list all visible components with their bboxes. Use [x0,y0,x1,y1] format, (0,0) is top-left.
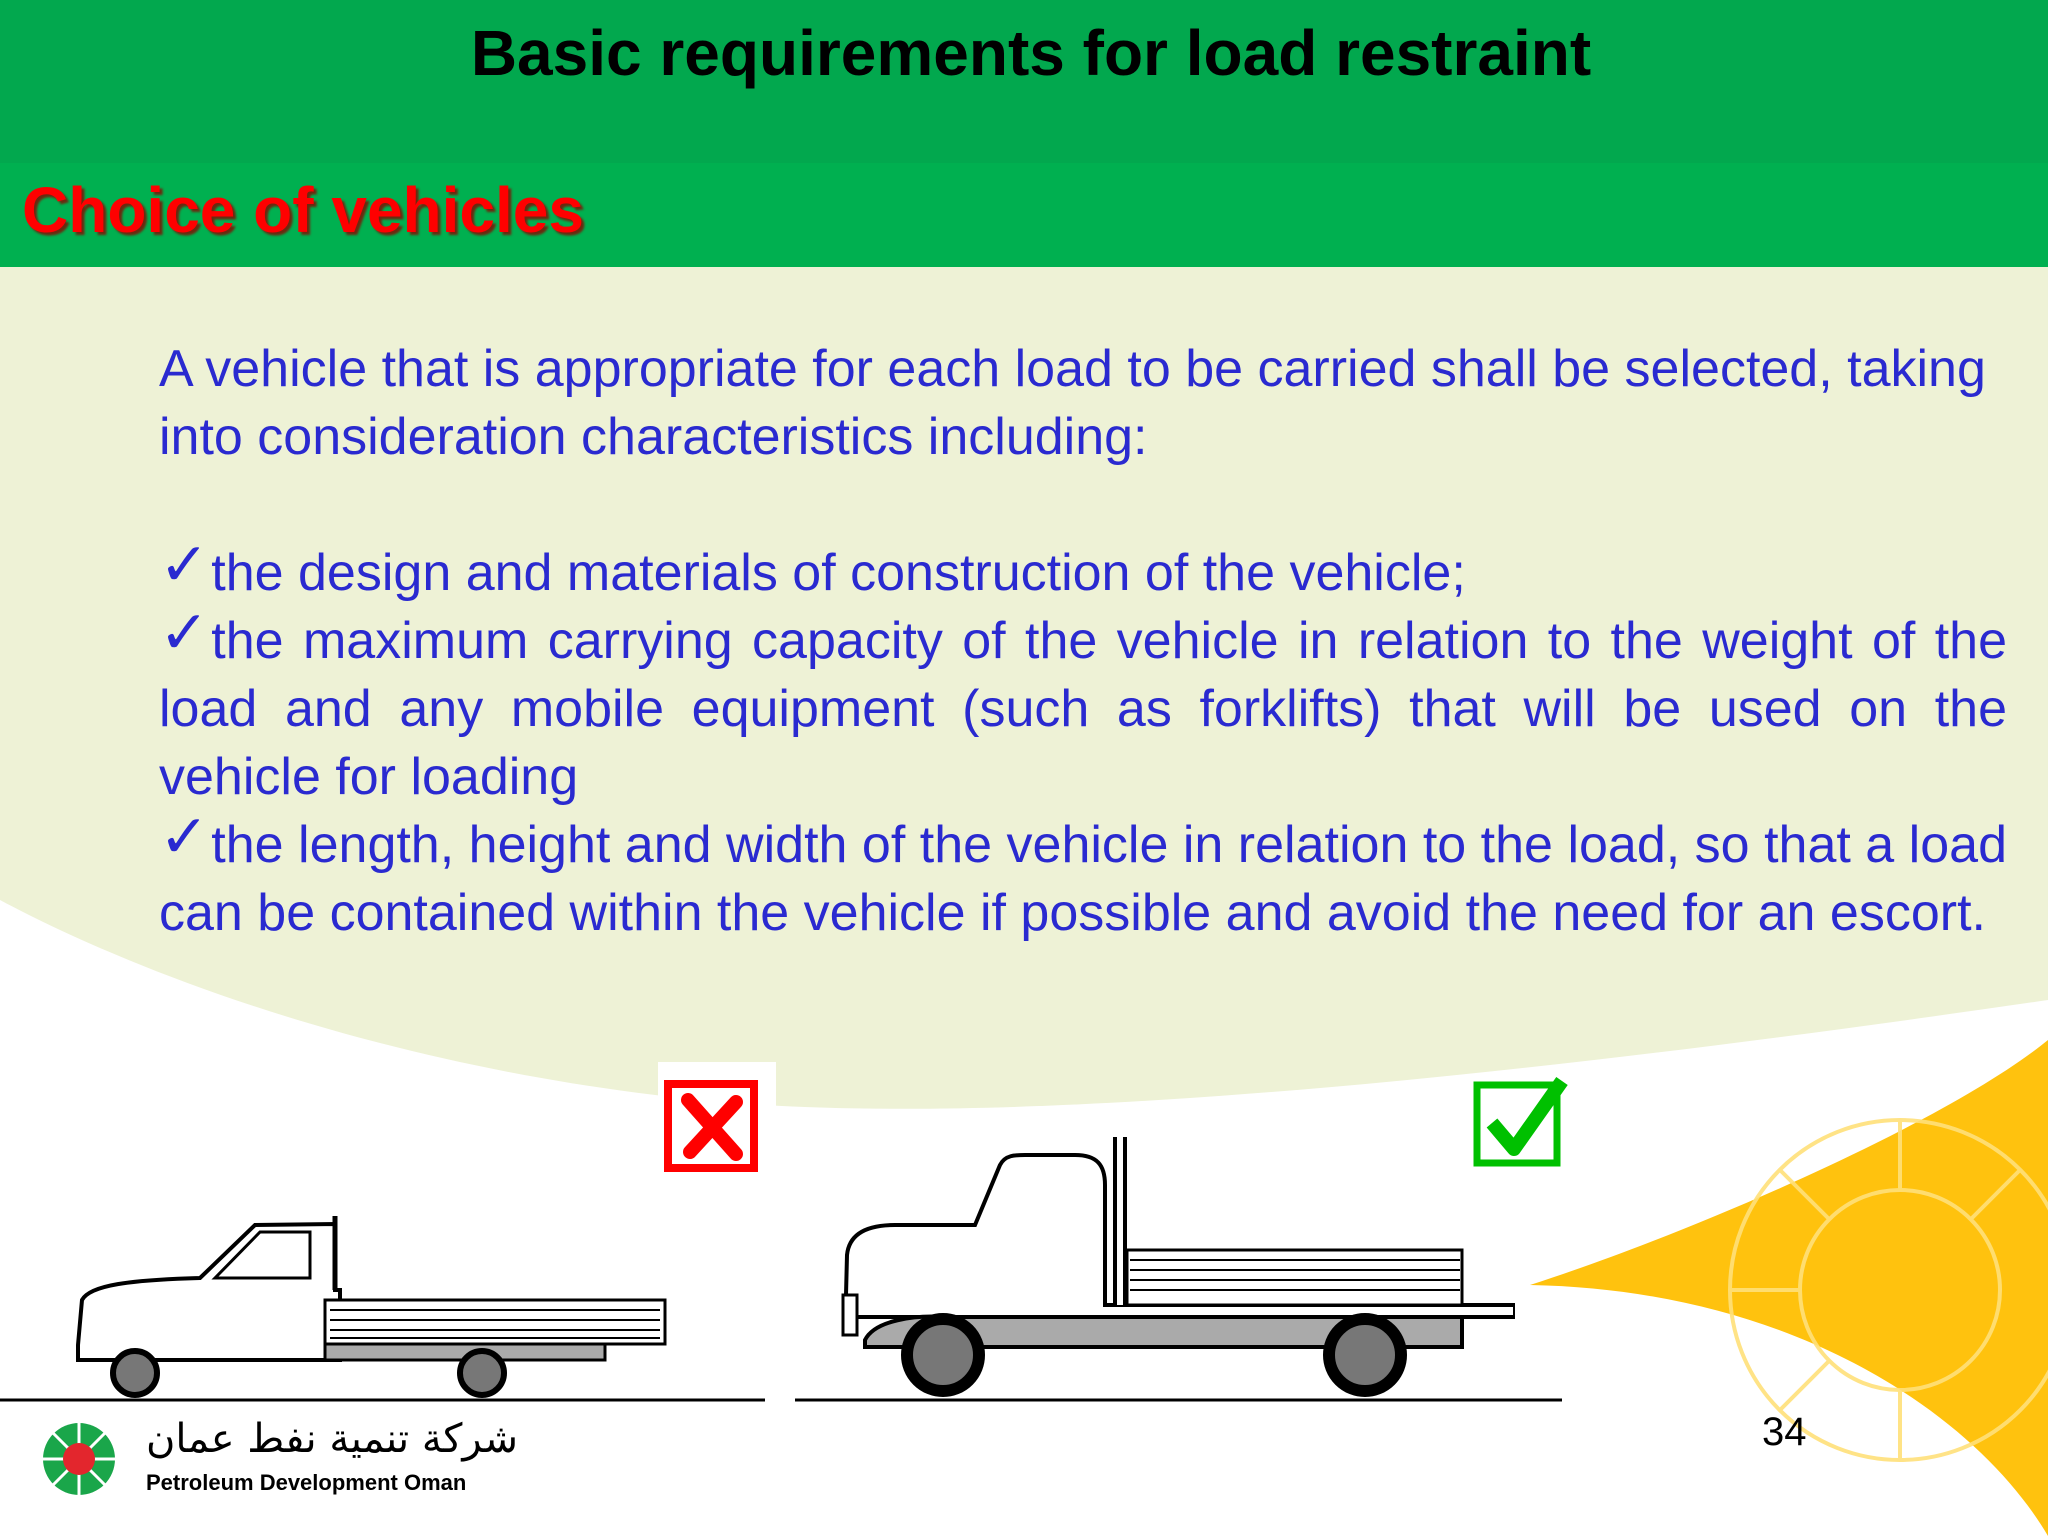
intro-paragraph: A vehicle that is appropriate for each load to be carried shall be selected, taking into consideration characteristics including: [159,340,1986,466]
bullet-text: the maximum carrying capacity of the vehicle in relation to the weight of the load and any mobile equipment (such as forklifts) that will be used on the vehicle for loading [159,612,2007,806]
body-text [159,335,2007,947]
bullet-item [159,803,2007,947]
section-bar [0,163,2048,267]
checkmark-icon: ✓ [159,531,210,598]
title-bar [0,0,2048,163]
bullet-item [159,599,2007,811]
slide-number: 34 [1762,1410,1807,1454]
green-check-icon [1470,1075,1575,1170]
section-title: Choice of vehicles [22,174,584,246]
bullet-text: the length, height and width of the vehicle in relation to the load, so that a load can be contained within the vehicle if possible and avoid the need for an escort. [159,816,2007,942]
bullet-text: the design and materials of construction of the vehicle; [211,544,1466,602]
logo-arabic-text: شركة تنمية نفط عمان [146,1416,518,1462]
checkmark-icon: ✓ [159,599,210,666]
logo-english-text: Petroleum Development Oman [146,1470,467,1495]
slide-title: Basic requirements for load restraint [470,17,1592,89]
pdo-logo-icon [40,1420,118,1498]
large-truck-illustration [835,1125,1515,1400]
small-truck-illustration [70,1210,680,1400]
red-cross-icon [658,1062,776,1194]
checkmark-icon: ✓ [159,803,210,870]
bullet-item [159,531,2007,607]
